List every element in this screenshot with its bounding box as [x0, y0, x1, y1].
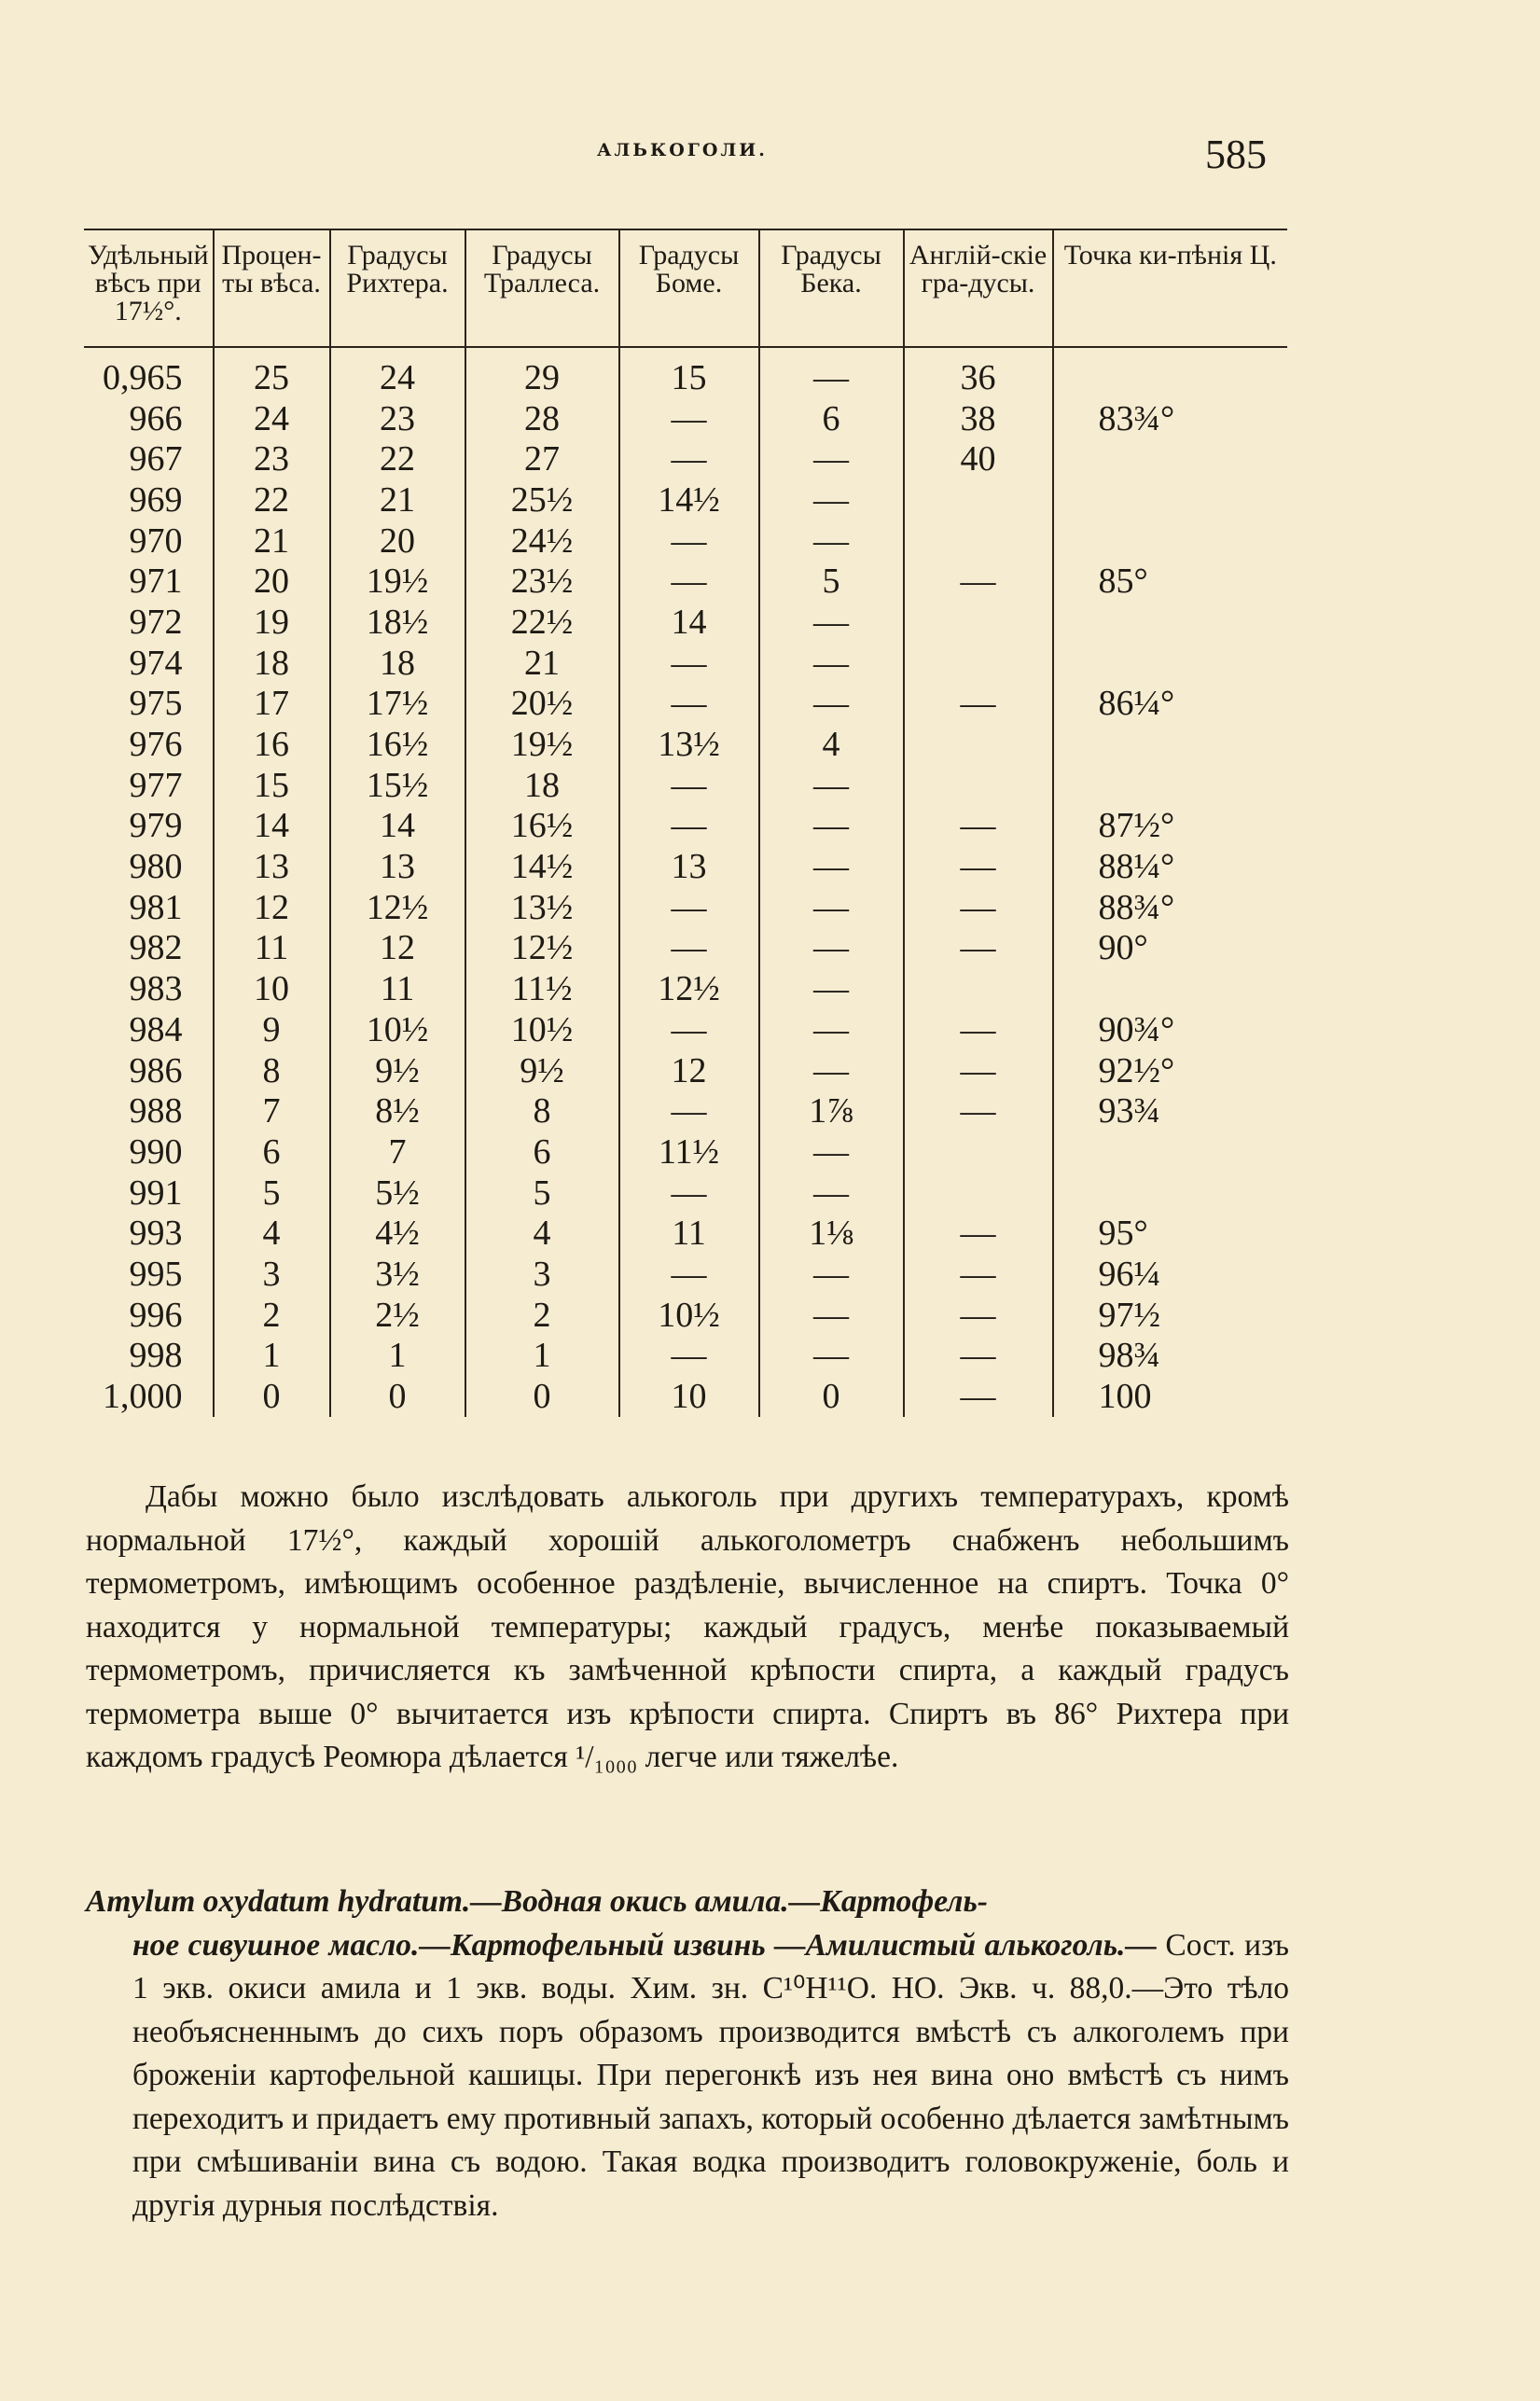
table-cell: 15 [214, 765, 330, 806]
table-cell: 969 [129, 479, 183, 520]
table-cell: 1⅛ [759, 1213, 904, 1254]
table-cell: 10½ [330, 1009, 465, 1050]
table-cell: 5 [759, 561, 904, 602]
table-cell: 18 [330, 643, 465, 684]
table-cell [1053, 520, 1287, 562]
table-cell: 28 [465, 398, 619, 439]
table-cell: — [904, 846, 1053, 887]
table-cell [1053, 347, 1287, 398]
table-cell: 15½ [330, 765, 465, 806]
table-cell: — [759, 1009, 904, 1050]
table-cell: — [619, 928, 759, 969]
article-body: Сост. изъ 1 экв. окиси амила и 1 экв. воды. Хим. зн. C¹⁰H¹¹O. HO. Экв. ч. 88,0.—Это тѣло необъясненнымъ до сихъ поръ образомъ производится вмѣстѣ съ алкоголемъ при броженіи картофельной кашицы. При перегонкѣ изъ нея вина оно вмѣстѣ съ нимъ переходитъ и придаетъ ему противный запахъ, который особенно дѣлается замѣтнымъ при смѣшиваніи вина съ водою. Такая водка производитъ головокруженіе, боль и другія дурныя послѣдствія. [132, 1927, 1289, 2223]
table-cell: 15 [619, 347, 759, 398]
table-cell: 21 [214, 520, 330, 562]
table-row [84, 347, 1287, 398]
table-cell [1053, 765, 1287, 806]
table-row [84, 1090, 1287, 1131]
table-cell: — [759, 479, 904, 520]
article-amyl-alcohol [86, 1881, 1289, 2228]
table-cell: 12½ [465, 928, 619, 969]
table-cell: 982 [129, 928, 183, 968]
table-cell: 90¾° [1053, 1009, 1287, 1050]
table-cell: — [759, 1295, 904, 1336]
table-cell: — [904, 561, 1053, 602]
col-header-baume: Градусы Боме. [619, 229, 759, 347]
table-cell: 98¾ [1053, 1336, 1287, 1377]
table-cell: — [619, 1173, 759, 1214]
table-cell: 24 [214, 398, 330, 439]
table-cell: 86¼° [1053, 684, 1287, 725]
table-cell: 12½ [330, 887, 465, 928]
table-row [84, 602, 1287, 643]
table-cell: 6 [465, 1131, 619, 1173]
table-cell: 966 [129, 398, 183, 438]
table-cell: — [619, 561, 759, 602]
table-cell: 16 [214, 724, 330, 765]
table-cell: 20 [330, 520, 465, 562]
table-cell: 979 [129, 806, 183, 846]
table-cell: 7 [330, 1131, 465, 1173]
table-cell: 7 [214, 1090, 330, 1131]
table-cell: — [904, 1336, 1053, 1377]
table-cell: 983 [129, 969, 183, 1009]
col-header-specific-gravity: Удѣльный вѣсъ при 17½°. [84, 229, 214, 347]
table-cell: 17½ [330, 684, 465, 725]
table-row [84, 684, 1287, 725]
table-cell: 11½ [619, 1131, 759, 1173]
table-row [84, 846, 1287, 887]
table-row [84, 398, 1287, 439]
table-cell: 4 [214, 1213, 330, 1254]
table-cell: 25½ [465, 479, 619, 520]
col-header-boiling-point: Точка ки-пѣнія Ц. [1053, 229, 1287, 347]
table-cell: 5 [465, 1173, 619, 1214]
table-cell: — [759, 765, 904, 806]
table-cell: 23 [214, 438, 330, 479]
table-cell: 996 [129, 1295, 183, 1335]
table-row [84, 643, 1287, 684]
table-cell: 980 [129, 847, 183, 887]
table-header-row [84, 229, 1287, 347]
table-cell [1053, 602, 1287, 643]
table-cell: 9½ [465, 1050, 619, 1091]
table-cell: 83¾° [1053, 398, 1287, 439]
table-cell: 14 [330, 806, 465, 847]
table-cell: — [759, 1254, 904, 1295]
table-cell: 2 [214, 1295, 330, 1336]
table-cell: 23 [330, 398, 465, 439]
table-cell: 967 [129, 439, 183, 479]
table-cell: — [904, 887, 1053, 928]
table-cell: 3 [465, 1254, 619, 1295]
table-cell: 993 [129, 1214, 183, 1254]
table-row [84, 887, 1287, 928]
table-cell: 991 [129, 1173, 183, 1213]
table-cell: 14 [619, 602, 759, 643]
table-cell: 1,000 [103, 1377, 183, 1417]
table-cell: 4 [465, 1213, 619, 1254]
table-cell: — [759, 438, 904, 479]
col-header-richter: Градусы Рихтера. [330, 229, 465, 347]
table-cell: 1 [214, 1336, 330, 1377]
table-cell: 100 [1053, 1376, 1287, 1417]
table-cell: — [904, 1376, 1053, 1417]
table-cell: 29 [465, 347, 619, 398]
table-cell: 13 [214, 846, 330, 887]
table-cell: — [619, 684, 759, 725]
table-cell: 998 [129, 1336, 183, 1376]
table-cell: — [619, 398, 759, 439]
table-cell: 8 [465, 1090, 619, 1131]
table-cell: 38 [904, 398, 1053, 439]
table-cell [904, 1173, 1053, 1214]
table-row [84, 1050, 1287, 1091]
table-cell: 12½ [619, 968, 759, 1009]
table-row [84, 806, 1287, 847]
table-cell: — [619, 1090, 759, 1131]
table-cell: 970 [129, 520, 183, 561]
table-cell: 88¼° [1053, 846, 1287, 887]
table-cell: 97½ [1053, 1295, 1287, 1336]
table-cell: 87½° [1053, 806, 1287, 847]
article-title-synonyms: ное сивушное масло.—Картофельный извинь —Амилистый алькоголь.— [132, 1927, 1157, 1963]
table-cell: 0 [214, 1376, 330, 1417]
table-cell: 40 [904, 438, 1053, 479]
table-cell: 22 [330, 438, 465, 479]
table-cell: 25 [214, 347, 330, 398]
table-cell: — [619, 765, 759, 806]
table-cell: — [904, 1213, 1053, 1254]
table-row [84, 1213, 1287, 1254]
table-cell: — [619, 643, 759, 684]
table-cell: 990 [129, 1131, 183, 1172]
table-cell: 8 [214, 1050, 330, 1091]
table-cell: — [759, 347, 904, 398]
table-cell: 22½ [465, 602, 619, 643]
table-cell: 92½° [1053, 1050, 1287, 1091]
table-cell: 10 [214, 968, 330, 1009]
table-cell: 9 [214, 1009, 330, 1050]
table-cell: 14 [214, 806, 330, 847]
table-cell: 36 [904, 347, 1053, 398]
table-cell: — [759, 602, 904, 643]
table-cell: 6 [759, 398, 904, 439]
table-cell: — [759, 846, 904, 887]
table-cell: — [904, 1009, 1053, 1050]
table-cell [1053, 643, 1287, 684]
table-cell: 11½ [465, 968, 619, 1009]
table-cell: 90° [1053, 928, 1287, 969]
table-cell: 1 [330, 1336, 465, 1377]
table-cell: 974 [129, 643, 183, 683]
table-cell [904, 968, 1053, 1009]
table-cell: 995 [129, 1254, 183, 1294]
article-title: Amylum oxydatum hydratum.—Водная окись амила.—Картофель- [86, 1884, 988, 1919]
table-cell: 27 [465, 438, 619, 479]
table-cell: — [759, 968, 904, 1009]
table-cell: 13½ [465, 887, 619, 928]
table-cell: 5½ [330, 1173, 465, 1214]
page-number: 585 [1205, 132, 1267, 177]
table-cell [904, 1131, 1053, 1173]
table-cell: — [904, 806, 1053, 847]
table-cell: 21 [330, 479, 465, 520]
table-cell: — [619, 806, 759, 847]
table-cell: 3 [214, 1254, 330, 1295]
table-cell: — [904, 684, 1053, 725]
table-cell: 12 [619, 1050, 759, 1091]
table-row [84, 438, 1287, 479]
col-header-weight-percent: Процен-ты вѣса. [214, 229, 330, 347]
table-cell: — [619, 438, 759, 479]
table-cell: 1⅞ [759, 1090, 904, 1131]
table-cell: 4½ [330, 1213, 465, 1254]
table-cell [1053, 438, 1287, 479]
table-cell: 14½ [465, 846, 619, 887]
table-cell [904, 724, 1053, 765]
table-cell [904, 602, 1053, 643]
table-cell: 19½ [465, 724, 619, 765]
table-cell: 16½ [330, 724, 465, 765]
table-cell: — [904, 928, 1053, 969]
table-cell: — [759, 1173, 904, 1214]
table-cell [904, 765, 1053, 806]
table-cell: 12 [330, 928, 465, 969]
table-cell: 10½ [465, 1009, 619, 1050]
table-cell: 96¼ [1053, 1254, 1287, 1295]
table-cell: 85° [1053, 561, 1287, 602]
paragraph-alcoholometer: Дабы можно было изслѣдовать алькоголь при другихъ температурахъ, кромѣ нормальной 17½°, каждый хорошій алькоголометръ снабженъ небольшимъ термометромъ, имѣющимъ особенное раздѣленіе, вычисленное на спиртъ. Точка 0° находится у нормальной температуры; каждый градусъ, менѣе показываемый термометромъ, причисляется къ замѣченной крѣпости спирта, а каждый градусъ термометра выше 0° вычитается изъ крѣпости спирта. Спиртъ въ 86° Рихтера при каждомъ градусѣ Реомюра дѣлается ¹/₁₀₀₀ легче или тяжелѣе. [86, 1479, 1289, 1774]
table-cell [1053, 479, 1287, 520]
table-row [84, 1009, 1287, 1050]
table-cell: 0 [465, 1376, 619, 1417]
table-cell: 5 [214, 1173, 330, 1214]
table-cell: — [904, 1050, 1053, 1091]
table-row [84, 928, 1287, 969]
table-cell: 1 [465, 1336, 619, 1377]
table-cell: 13 [619, 846, 759, 887]
table-cell: 24 [330, 347, 465, 398]
table-cell: 971 [129, 562, 183, 602]
table-row [84, 1173, 1287, 1214]
table-cell: 95° [1053, 1213, 1287, 1254]
table-cell: 18 [465, 765, 619, 806]
table-cell: 8½ [330, 1090, 465, 1131]
table-cell: 17 [214, 684, 330, 725]
table-cell: 24½ [465, 520, 619, 562]
table-cell: — [619, 887, 759, 928]
table-cell: — [904, 1295, 1053, 1336]
table-row [84, 561, 1287, 602]
table-cell: — [759, 1131, 904, 1173]
table-row [84, 968, 1287, 1009]
table-cell: 6 [214, 1131, 330, 1173]
table-cell [904, 520, 1053, 562]
table-cell: 18 [214, 643, 330, 684]
table-cell: 988 [129, 1091, 183, 1131]
table-cell: 4 [759, 724, 904, 765]
table-cell: — [759, 643, 904, 684]
table-cell: 0,965 [103, 357, 183, 397]
table-cell [1053, 1173, 1287, 1214]
table-cell: 22 [214, 479, 330, 520]
table-cell: 975 [129, 684, 183, 724]
table-row [84, 1254, 1287, 1295]
table-cell: — [904, 1254, 1053, 1295]
table-cell: — [759, 1336, 904, 1377]
table-cell: 0 [759, 1376, 904, 1417]
table-cell: 11 [330, 968, 465, 1009]
table-cell: — [759, 928, 904, 969]
table-cell: 11 [214, 928, 330, 969]
table-cell: 2½ [330, 1295, 465, 1336]
col-header-english: Англій-скіе гра-дусы. [904, 229, 1053, 347]
col-header-tralles: Градусы Траллеса. [465, 229, 619, 347]
table-cell: 986 [129, 1050, 183, 1090]
table-cell: 93¾ [1053, 1090, 1287, 1131]
table-row [84, 1336, 1287, 1377]
table-cell: 10 [619, 1376, 759, 1417]
table-cell: — [904, 1090, 1053, 1131]
table-row [84, 1295, 1287, 1336]
table-row [84, 1376, 1287, 1417]
table-cell: 19½ [330, 561, 465, 602]
table-cell: 13½ [619, 724, 759, 765]
table-cell [1053, 1131, 1287, 1173]
table-body [84, 347, 1287, 1417]
table-cell: 976 [129, 725, 183, 765]
table-cell: — [759, 520, 904, 562]
table-cell: — [619, 520, 759, 562]
table-cell: — [619, 1254, 759, 1295]
table-cell: 20½ [465, 684, 619, 725]
table-row [84, 479, 1287, 520]
table-cell: 20 [214, 561, 330, 602]
table-cell: 972 [129, 602, 183, 642]
table-cell [1053, 968, 1287, 1009]
table-row [84, 1131, 1287, 1173]
col-header-beck: Градусы Бека. [759, 229, 904, 347]
table-cell: 13 [330, 846, 465, 887]
table-cell: 88¾° [1053, 887, 1287, 928]
table-cell: 19 [214, 602, 330, 643]
table-cell: 14½ [619, 479, 759, 520]
table-cell [1053, 724, 1287, 765]
alcohol-strength-table [84, 229, 1287, 1417]
table-cell: 2 [465, 1295, 619, 1336]
table-cell: — [759, 1050, 904, 1091]
table-row [84, 765, 1287, 806]
table-cell: — [619, 1336, 759, 1377]
table-cell: 23½ [465, 561, 619, 602]
table-cell: 10½ [619, 1295, 759, 1336]
table-cell: 977 [129, 765, 183, 805]
table-cell: 21 [465, 643, 619, 684]
table-cell: 9½ [330, 1050, 465, 1091]
table-row [84, 724, 1287, 765]
table-cell: 0 [330, 1376, 465, 1417]
table-cell: — [759, 684, 904, 725]
table-cell: 11 [619, 1213, 759, 1254]
table-row [84, 520, 1287, 562]
table-cell: 981 [129, 887, 183, 927]
table-cell: — [619, 1009, 759, 1050]
table-cell [904, 479, 1053, 520]
table-cell: — [759, 806, 904, 847]
table-cell: 984 [129, 1009, 183, 1049]
table-cell: 12 [214, 887, 330, 928]
table-cell: 3½ [330, 1254, 465, 1295]
table-cell: 16½ [465, 806, 619, 847]
table-cell: 18½ [330, 602, 465, 643]
running-head: АЛЬКОГОЛИ. [597, 140, 768, 160]
article-continuation [86, 1924, 1289, 2228]
table-cell: — [759, 887, 904, 928]
table-cell [904, 643, 1053, 684]
